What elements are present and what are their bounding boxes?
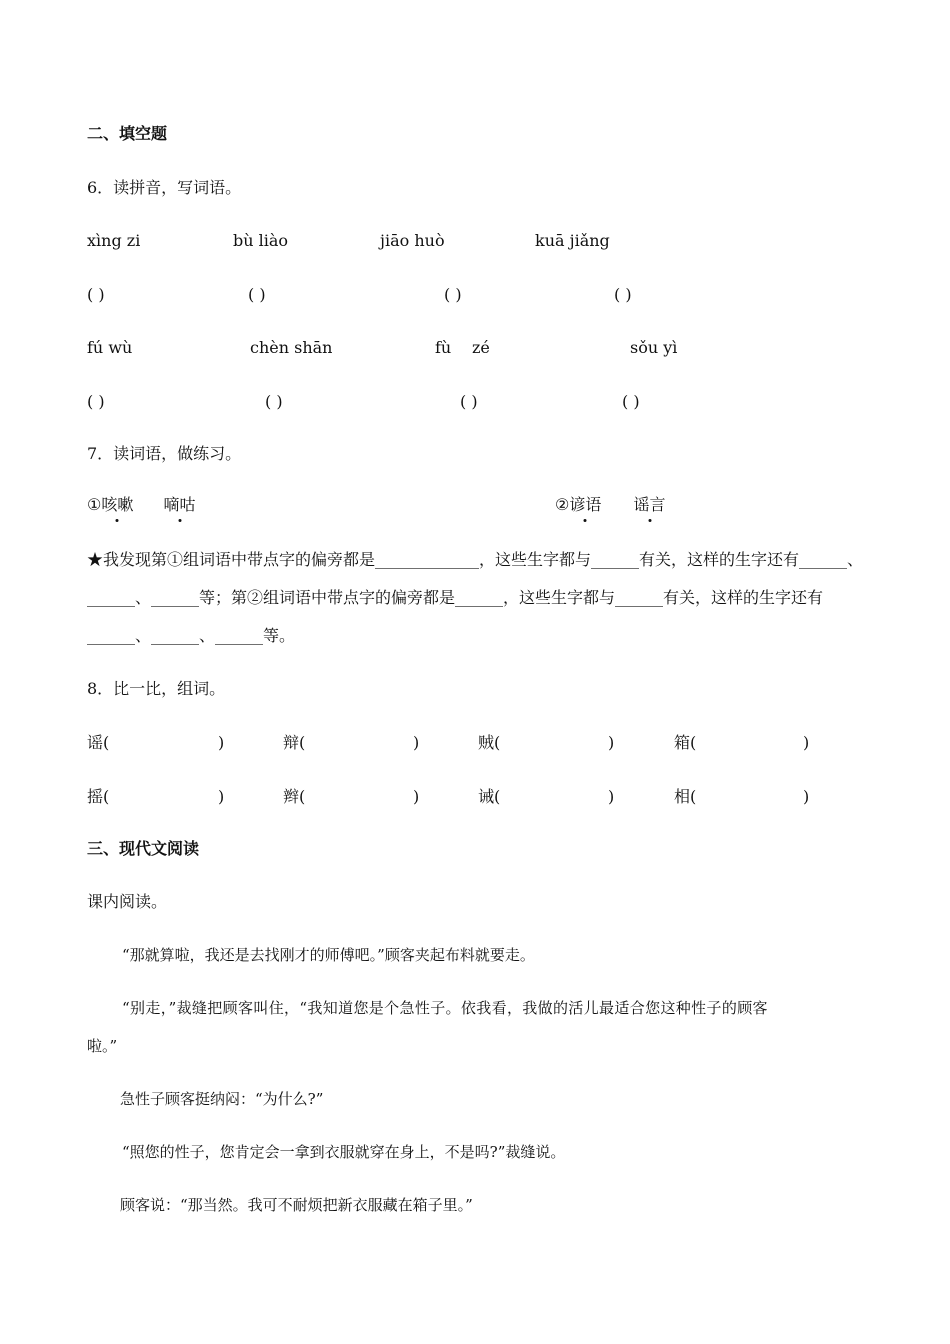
compare-item-3[interactable]: 贼( [478, 733, 501, 752]
compare-close-4: ) [803, 733, 810, 752]
pinyin-7a: fù [435, 338, 452, 357]
pinyin-1: xìng zi [87, 231, 141, 250]
compare-close-1: ) [218, 733, 225, 752]
compare-item-7[interactable]: 诫( [478, 787, 501, 806]
section-heading-reading: 三、现代文阅读 [87, 839, 200, 858]
compare-item-1[interactable]: 谣( [87, 733, 110, 752]
word-yaoyan: 谣言 [633, 495, 666, 514]
story-paragraph-1: “那就算啦，我还是去找刚才的师傅吧。”顾客夹起布料就要走。 [122, 946, 535, 964]
reading-intro: 课内阅读。 [87, 892, 168, 911]
word-group-1 [87, 495, 196, 515]
compare-close-3: ) [608, 733, 615, 752]
group-2-label: ② [555, 495, 570, 514]
question-7-paragraph: ★我发现第①组词语中带点字的偏旁都是_____________，这些生字都与______有关，这样的生字还有______、______、______等；第②组词语中带点字的偏旁都是______，这些生字都与______有关，这样的生字还有______、______、______等。 [87, 550, 864, 645]
story-paragraph-5: 顾客说：“那当然。我可不耐烦把新衣服藏在箱子里。” [120, 1196, 473, 1214]
question-6-title: 6．读拼音，写词语。 [87, 178, 242, 197]
compare-close-7: ) [608, 787, 615, 806]
pinyin-5: fú wù [87, 338, 133, 357]
question-7-title: 7．读词语，做练习。 [87, 444, 242, 463]
pinyin-7b: zé [472, 338, 490, 357]
pinyin-8: sǒu yì [630, 338, 678, 357]
pinyin-2: bù liào [233, 231, 289, 250]
story-paragraph-4: “照您的性子，您肯定会一拿到衣服就穿在身上，不是吗?”裁缝说。 [122, 1143, 566, 1161]
answer-blank-6[interactable]: ( ) [265, 392, 283, 411]
compare-close-6: ) [413, 787, 420, 806]
answer-blank-2[interactable]: ( ) [248, 285, 266, 304]
group-1-label: ① [87, 495, 102, 514]
pinyin-4: kuā jiǎng [535, 231, 610, 250]
story-paragraph-2: “别走，”裁缝把顾客叫住，“我知道您是个急性子。依我看，我做的活儿最适合您这种性子的顾客 [122, 999, 768, 1017]
answer-blank-4[interactable]: ( ) [614, 285, 632, 304]
question-8-title: 8．比一比，组词。 [87, 679, 226, 698]
compare-item-4[interactable]: 箱( [674, 733, 697, 752]
answer-blank-7[interactable]: ( ) [460, 392, 478, 411]
compare-item-6[interactable]: 辫( [283, 787, 306, 806]
compare-item-5[interactable]: 摇( [87, 787, 110, 806]
word-yanyu: 谚语 [569, 495, 602, 514]
answer-blank-8[interactable]: ( ) [622, 392, 640, 411]
pinyin-6: chèn shān [250, 338, 333, 357]
section-heading-fill-blank: 二、填空题 [87, 124, 168, 143]
word-digu: 嘀咕 [163, 495, 196, 514]
pinyin-3: jiāo huò [380, 231, 445, 250]
compare-close-5: ) [218, 787, 225, 806]
story-paragraph-3: 急性子顾客挺纳闷：“为什么?” [120, 1090, 324, 1108]
answer-blank-1[interactable]: ( ) [87, 285, 105, 304]
compare-close-2: ) [413, 733, 420, 752]
answer-blank-3[interactable]: ( ) [444, 285, 462, 304]
answer-blank-5[interactable]: ( ) [87, 392, 105, 411]
compare-item-2[interactable]: 辩( [283, 733, 306, 752]
word-kesou: 咳嗽 [101, 495, 134, 514]
word-group-2 [555, 495, 666, 515]
story-paragraph-2-end: 啦。” [87, 1037, 118, 1055]
compare-item-8[interactable]: 相( [674, 787, 697, 806]
compare-close-8: ) [803, 787, 810, 806]
